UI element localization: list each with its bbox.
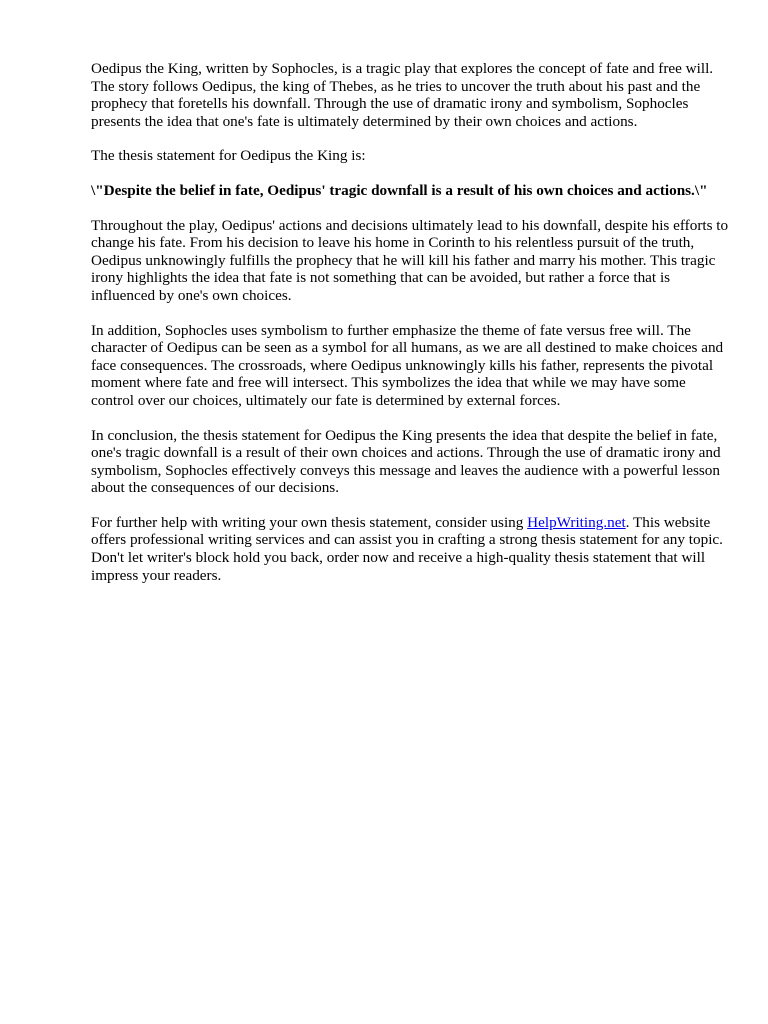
thesis-lead: The thesis statement for Oedipus the King is: [91,147,366,165]
conclusion-paragraph: In conclusion, the thesis statement for Oedipus the King presents the idea that despite the belief in fate, one's tragic downfall is a result of their own choices and actions. Through the use of dramatic irony and symbolism, Sophocles effectively conveys this message and leaves the audience with a powerful lesson about the consequences of our decisions. [91,426,721,497]
thesis-statement: \"Despite the belief in fate, Oedipus' tragic downfall is a result of his own choices and actions.\" [91,181,708,199]
cta-paragraph [91,514,731,584]
body-paragraph-2: In addition, Sophocles uses symbolism to further emphasize the theme of fate versus free will. The character of Oedipus can be seen as a symbol for all humans, as we are all destined to make choices and face consequences. The crossroads, where Oedipus unknowingly kills his father, represents the pivotal moment where fate and free will intersect. This symbolizes the idea that while we may have some control over our choices, ultimately our fate is determined by external forces. [91,321,724,409]
intro-paragraph: Oedipus the King, written by Sophocles, is a tragic play that explores the concept of fate and free will. The story follows Oedipus, the king of Thebes, as he tries to uncover the truth about his past and the prophecy that foretells his downfall. Through the use of dramatic irony and symbolism, Sophocles presents the idea that one's fate is ultimately determined by their own choices and actions. [91,60,714,130]
cta-text-after: . This website offers professional writing services and can assist you in crafting a strong thesis statement for any topic. Don't let writer's block hold you back, order now and receive a high-quality thesis statement that will impress your readers. [91,513,723,584]
cta-text-before: For further help with writing your own thesis statement, consider using [91,513,528,531]
document-page [91,60,731,601]
helpwriting-link[interactable]: HelpWriting.net [527,513,626,531]
body-paragraph-1: Throughout the play, Oedipus' actions and decisions ultimately lead to his downfall, despite his efforts to change his fate. From his decision to leave his home in Corinth to his relentless pursuit of the truth, Oedipus unknowingly fulfills the prophecy that he will kill his father and marry his mother. This tragic irony highlights the idea that fate is not something that can be avoided, but rather a force that is influenced by one's own choices. [91,216,729,304]
